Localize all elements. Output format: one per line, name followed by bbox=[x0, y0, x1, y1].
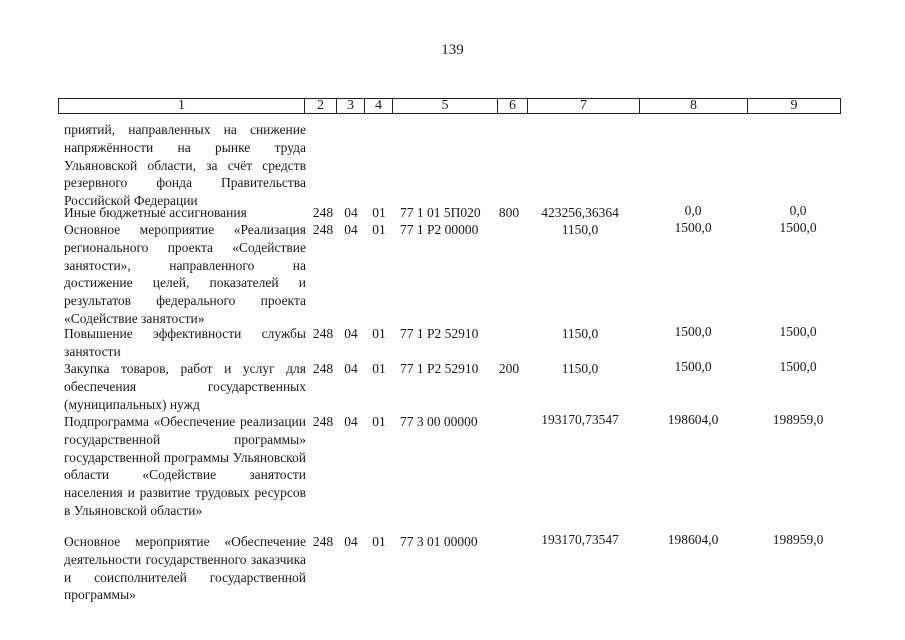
cell-col-2: 248 bbox=[312, 205, 334, 220]
row-description: приятий, направленных на снижение напряжённости на рынке труда Ульяновской области, за счёт средств резервного фонда Правительства Российской Федерации bbox=[64, 122, 306, 209]
header-col-4: 4 bbox=[365, 99, 393, 113]
header-col-9: 9 bbox=[790, 98, 798, 113]
row-description: Основное мероприятие «Обеспечение деятельности государственного заказчика и соисполнителей государственной программы» bbox=[64, 534, 306, 603]
cell-col-2: 248 bbox=[312, 222, 334, 237]
header-col-5: 5 bbox=[393, 99, 498, 113]
cell-col-2: 248 bbox=[312, 534, 334, 549]
cell-col-4: 01 bbox=[372, 414, 386, 429]
cell-col-7: 1150,0 bbox=[561, 326, 599, 341]
row-description: Иные бюджетные ассигнования bbox=[64, 205, 247, 220]
cell-col-5: 77 1 P2 52910 bbox=[400, 326, 479, 341]
cell-col-4: 01 bbox=[372, 534, 386, 549]
cell-col-5: 77 1 P2 52910 bbox=[400, 361, 479, 376]
row-description: Подпрограмма «Обеспечение реализации государственной программы» государственной программы Ульяновской области «Содействие занятости населения и развитие трудовых ресурсов в Ульяновской области» bbox=[64, 414, 306, 518]
cell-col-3: 04 bbox=[344, 361, 358, 376]
header-col-2: 2 bbox=[305, 99, 337, 113]
cell-col-8: 0,0 bbox=[684, 203, 702, 218]
cell-col-8: 1500,0 bbox=[674, 324, 712, 339]
header-col-6: 6 bbox=[498, 99, 528, 113]
cell-col-9: 198959,0 bbox=[772, 412, 824, 427]
cell-col-4: 01 bbox=[372, 326, 386, 341]
cell-col-5: 77 1 01 5П020 bbox=[400, 205, 481, 220]
cell-col-9: 198959,0 bbox=[772, 532, 824, 547]
header-col-7: 7 bbox=[528, 99, 640, 113]
cell-col-3: 04 bbox=[344, 326, 358, 341]
cell-col-9: 1500,0 bbox=[779, 324, 817, 339]
cell-col-9: 0,0 bbox=[789, 203, 807, 218]
cell-col-7: 423256,36364 bbox=[541, 205, 619, 220]
header-col-1: 1 bbox=[59, 99, 305, 113]
cell-col-6: 800 bbox=[498, 205, 520, 220]
cell-col-5: 77 3 00 00000 bbox=[400, 414, 478, 429]
cell-col-7: 193170,73547 bbox=[541, 532, 619, 547]
cell-col-6: 200 bbox=[498, 361, 520, 376]
cell-col-7: 1150,0 bbox=[561, 361, 599, 376]
cell-col-3: 04 bbox=[344, 205, 358, 220]
row-description: Основное мероприятие «Реализация регионального проекта «Содействие занятости», направленного на достижение целей, показателей и результатов федерального проекта «Содействие занятости» bbox=[64, 222, 306, 326]
table-header-row bbox=[58, 98, 841, 114]
cell-col-2: 248 bbox=[312, 414, 334, 429]
cell-col-5: 77 3 01 00000 bbox=[400, 534, 478, 549]
cell-col-3: 04 bbox=[344, 534, 358, 549]
page-number: 139 bbox=[441, 42, 464, 58]
cell-col-4: 01 bbox=[372, 222, 386, 237]
header-col-8: 8 bbox=[640, 99, 748, 113]
row-description: Повышение эффективности службы занятости bbox=[64, 326, 306, 359]
cell-col-4: 01 bbox=[372, 361, 386, 376]
cell-col-3: 04 bbox=[344, 414, 358, 429]
cell-col-8: 198604,0 bbox=[667, 412, 719, 427]
header-col-3: 3 bbox=[337, 99, 365, 113]
cell-col-2: 248 bbox=[312, 361, 334, 376]
cell-col-8: 198604,0 bbox=[667, 532, 719, 547]
cell-col-5: 77 1 P2 00000 bbox=[400, 222, 479, 237]
cell-col-3: 04 bbox=[344, 222, 358, 237]
cell-col-9: 1500,0 bbox=[779, 220, 817, 235]
row-description: Закупка товаров, работ и услуг для обеспечения государственных (муниципальных) нужд bbox=[64, 361, 306, 412]
cell-col-7: 1150,0 bbox=[561, 222, 599, 237]
cell-col-8: 1500,0 bbox=[674, 359, 712, 374]
cell-col-2: 248 bbox=[312, 326, 334, 341]
cell-col-8: 1500,0 bbox=[674, 220, 712, 235]
cell-col-9: 1500,0 bbox=[779, 359, 817, 374]
cell-col-4: 01 bbox=[372, 205, 386, 220]
cell-col-7: 193170,73547 bbox=[541, 412, 619, 427]
